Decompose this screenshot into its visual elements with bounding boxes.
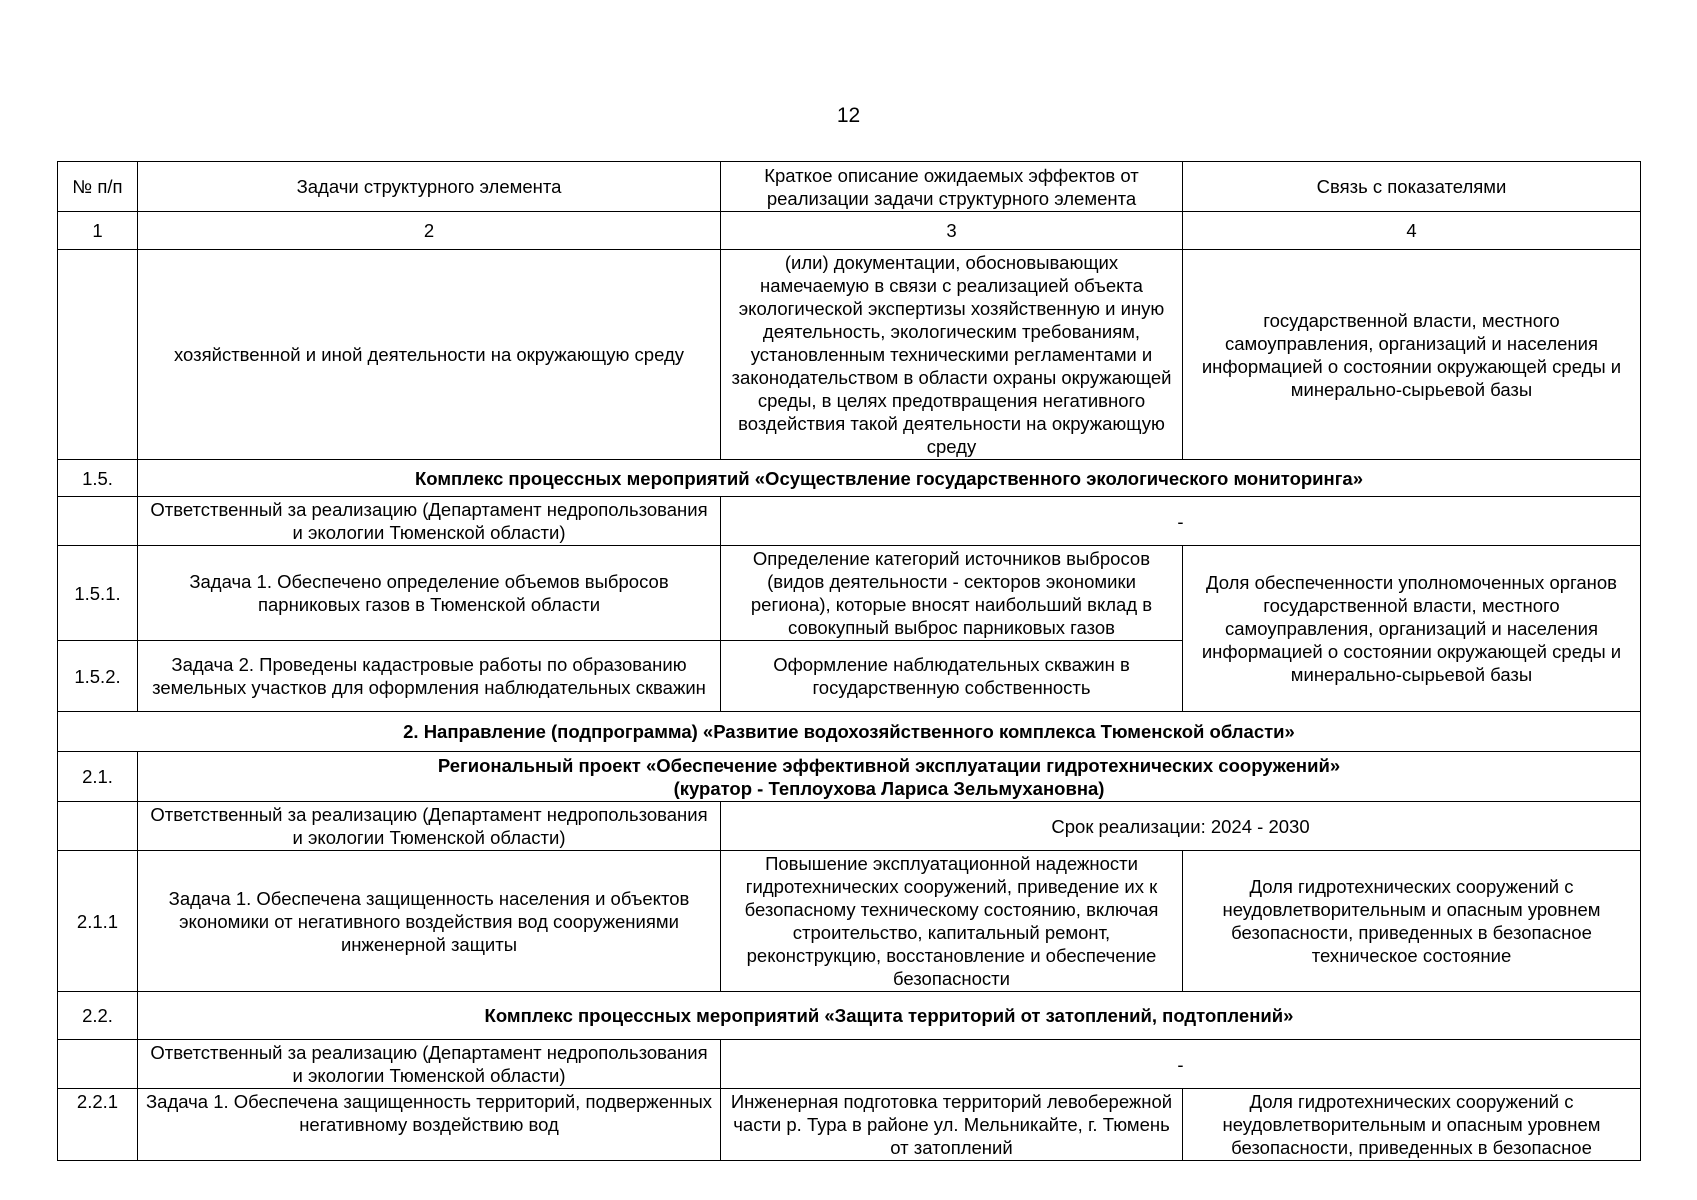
section-row: [58, 712, 1641, 752]
row-number: [58, 497, 138, 546]
row-number: 2.1.: [58, 752, 138, 802]
task-cell: Задача 1. Обеспечено определение объемов выбросов парниковых газов в Тюменской области: [138, 546, 721, 641]
task-cell: хозяйственной и иной деятельности на окружающую среду: [138, 250, 721, 460]
indicator-cell: Доля обеспеченности уполномоченных органов государственной власти, местного самоуправления, организаций и населения информацией о состоянии окружающей среды и минерально-сырьевой базы: [1183, 546, 1641, 712]
row-number: 2.1.1: [58, 851, 138, 992]
task-cell: Задача 1. Обеспечена защищенность территорий, подверженных негативному воздействию вод: [138, 1089, 721, 1161]
table-row: [58, 250, 1641, 460]
table-row: [58, 851, 1641, 992]
header-indicators: Связь с показателями: [1183, 162, 1641, 212]
row-number: [58, 802, 138, 851]
indicator-cell: Доля гидротехнических сооружений с неудовлетворительным и опасным уровнем безопасности, приведенных в безопасное: [1183, 1089, 1641, 1161]
effect-cell: Определение категорий источников выбросов (видов деятельности - секторов экономики региона), которые вносят наибольший вклад в совокупный выброс парниковых газов: [721, 546, 1183, 641]
responsible-value: -: [721, 497, 1641, 546]
header-number: № п/п: [58, 162, 138, 212]
column-number: 3: [721, 212, 1183, 250]
task-cell: Задача 1. Обеспечена защищенность населения и объектов экономики от негативного воздействия вод сооружениями инженерной защиты: [138, 851, 721, 992]
page-number: 12: [836, 104, 861, 127]
section-curator: (куратор - Теплоухова Лариса Зельмухановна): [673, 777, 1105, 799]
column-number: 4: [1183, 212, 1641, 250]
row-number: [58, 1040, 138, 1089]
responsible-value: -: [721, 1040, 1641, 1089]
responsible-label: Ответственный за реализацию (Департамент недропользования и экологии Тюменской области): [138, 802, 721, 851]
responsible-row: [58, 802, 1641, 851]
effect-cell: (или) документации, обосновывающих намечаемую в связи с реализацией объекта экологической экспертизы хозяйственную и иную деятельность, экологическим требованиям, установленным техническими регламентами и законодательством в области охраны окружающей среды, в целях предотвращения негативного воздействия такой деятельности на окружающую среду: [721, 250, 1183, 460]
section-title: [138, 752, 1641, 802]
column-number-row: [58, 212, 1641, 250]
task-cell: Задача 2. Проведены кадастровые работы по образованию земельных участков для оформления наблюдательных скважин: [138, 641, 721, 712]
effect-cell: Оформление наблюдательных скважин в государственную собственность: [721, 641, 1183, 712]
effect-cell: Инженерная подготовка территорий левобережной части р. Тура в районе ул. Мельникайте, г. Тюмень от затоплений: [721, 1089, 1183, 1161]
section-row: [58, 992, 1641, 1040]
header-effects: Краткое описание ожидаемых эффектов от реализации задачи структурного элемента: [721, 162, 1183, 212]
responsible-row: [58, 497, 1641, 546]
row-number: 2.2.: [58, 992, 138, 1040]
section-row: [58, 460, 1641, 497]
table-header-row: [58, 162, 1641, 212]
section-title: 2. Направление (подпрограмма) «Развитие водохозяйственного комплекса Тюменской области»: [58, 712, 1641, 752]
column-number: 2: [138, 212, 721, 250]
row-number: [58, 250, 138, 460]
structural-elements-table: [57, 161, 1641, 1161]
section-title: Комплекс процессных мероприятий «Осуществление государственного экологического мониторинга»: [138, 460, 1641, 497]
header-tasks: Задачи структурного элемента: [138, 162, 721, 212]
responsible-label: Ответственный за реализацию (Департамент недропользования и экологии Тюменской области): [138, 497, 721, 546]
section-title: Комплекс процессных мероприятий «Защита территорий от затоплений, подтоплений»: [138, 992, 1641, 1040]
row-number: 1.5.1.: [58, 546, 138, 641]
indicator-cell: государственной власти, местного самоуправления, организаций и населения информацией о состоянии окружающей среды и минерально-сырьевой базы: [1183, 250, 1641, 460]
table-row: [58, 546, 1641, 641]
section-title-line: Региональный проект «Обеспечение эффективной эксплуатации гидротехнических сооружений»: [437, 754, 1341, 776]
responsible-row: [58, 1040, 1641, 1089]
column-number: 1: [58, 212, 138, 250]
section-row: [58, 752, 1641, 802]
effect-cell: Повышение эксплуатационной надежности гидротехнических сооружений, приведение их к безопасному техническому состоянию, включая строительство, капитальный ремонт, реконструкцию, восстановление и обеспечение безопасности: [721, 851, 1183, 992]
responsible-value: Срок реализации: 2024 - 2030: [721, 802, 1641, 851]
indicator-cell: Доля гидротехнических сооружений с неудовлетворительным и опасным уровнем безопасности, приведенных в безопасное техническое состояние: [1183, 851, 1641, 992]
row-number: 1.5.: [58, 460, 138, 497]
table-row: [58, 1089, 1641, 1161]
row-number: 1.5.2.: [58, 641, 138, 712]
responsible-label: Ответственный за реализацию (Департамент недропользования и экологии Тюменской области): [138, 1040, 721, 1089]
row-number: 2.2.1: [58, 1089, 138, 1161]
